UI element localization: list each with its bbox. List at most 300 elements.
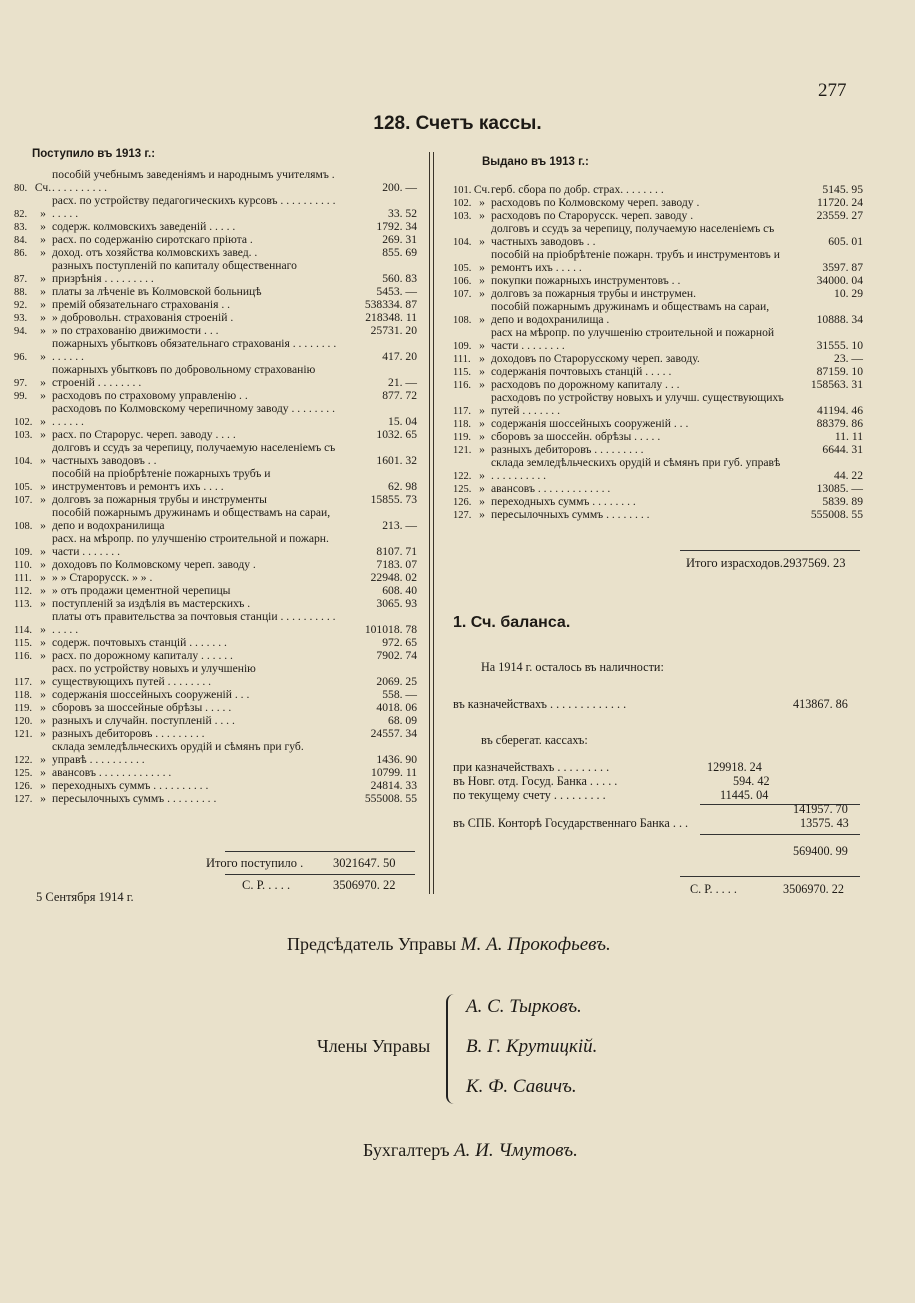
ledger-row — [14, 194, 417, 220]
row-number: 116. — [453, 380, 471, 391]
row-mark: » — [479, 209, 485, 222]
left-column-heading: Поступило въ 1913 г.: — [32, 148, 156, 160]
row-number: 125. — [453, 484, 472, 495]
row-number: 126. — [453, 497, 472, 508]
row-amount: 972. 65 — [382, 636, 417, 649]
chair-name: М. А. Прокофьевъ. — [460, 934, 611, 955]
row-description: разныхъ и случайн. поступленій . . . . — [52, 714, 235, 727]
row-mark: Сч. — [473, 183, 491, 196]
row-description: расходовъ по Старорусск. череп. заводу . — [491, 209, 694, 222]
row-number: 103. — [453, 211, 472, 222]
row-amount: 11. 11 — [834, 430, 863, 443]
ledger-row — [14, 636, 417, 649]
row-mark: » — [479, 313, 485, 326]
ledger-row — [14, 363, 417, 389]
row-mark: » — [479, 261, 485, 274]
member-1-name: А. С. Тырковъ. — [466, 996, 582, 1017]
balance-s2-value: 594. 42 — [733, 774, 770, 788]
ledger-row — [14, 740, 417, 766]
row-number: 106. — [453, 276, 472, 287]
row-description: содерж. колмовскихъ заведеній . . . . . — [52, 220, 236, 233]
ledger-row — [14, 337, 417, 363]
row-number: 84. — [14, 235, 28, 246]
row-mark: » — [40, 415, 46, 428]
balance-sum-label: С. Р. . . . . — [690, 882, 737, 896]
ledger-row — [14, 792, 417, 805]
row-number: 105. — [453, 263, 472, 274]
row-amount: 1032. 65 — [376, 428, 417, 441]
row-mark: » — [40, 519, 46, 532]
row-description: доходовъ по Старорусскому череп. заводу. — [491, 352, 700, 365]
balance-s3-label: по текущему счету . . . . . . . . . — [453, 788, 606, 802]
row-mark: » — [40, 753, 46, 766]
row-description: склада земледѣльческихъ орудій и сѣмянъ при губ. управѣ . . . . . . . . . . — [52, 740, 304, 766]
row-amount: 218348. 11 — [365, 311, 417, 324]
row-description: поступленій за издѣлія въ мастерскихъ . — [52, 597, 251, 610]
ledger-row — [453, 326, 863, 352]
row-description: склада земледѣльческихъ орудій и сѣмянъ при губ. управѣ . . . . . . . . . . — [491, 456, 781, 482]
expenses-list — [453, 183, 863, 521]
ledger-row — [14, 428, 417, 441]
ledger-row — [14, 402, 417, 428]
row-number: 80. — [14, 183, 28, 194]
ledger-row — [14, 311, 417, 324]
row-amount: 23. — — [834, 352, 863, 365]
ledger-row — [453, 365, 863, 378]
row-amount: 7183. 07 — [376, 558, 417, 571]
balance-s1-label: при казначействахъ . . . . . . . . . — [453, 760, 610, 774]
row-mark: » — [40, 623, 46, 636]
row-description: покупки пожарныхъ инструментовъ . . — [491, 274, 681, 287]
row-mark: » — [479, 495, 485, 508]
row-description: платы отъ правительства за почтовыя станціи . . . . . . . . . . . . . . . — [52, 610, 336, 636]
ledger-row — [453, 495, 863, 508]
row-amount: 15855. 73 — [370, 493, 417, 506]
row-description: платы за лѣченіе въ Колмовской больницѣ — [52, 285, 262, 298]
row-number: 121. — [453, 445, 472, 456]
row-description: содержанія шоссейныхъ сооруженій . . . — [491, 417, 689, 430]
row-number: 101. — [453, 185, 472, 196]
row-number: 86. — [14, 248, 28, 259]
row-description: » отъ продажи цементной черепицы — [52, 584, 231, 597]
row-amount: 608. 40 — [382, 584, 417, 597]
row-amount: 5145. 95 — [822, 183, 863, 196]
row-amount: 2069. 25 — [376, 675, 417, 688]
row-number: 104. — [14, 456, 33, 467]
row-amount: 24557. 34 — [370, 727, 417, 740]
row-number: 94. — [14, 326, 28, 337]
row-amount: 1436. 90 — [376, 753, 417, 766]
row-amount: 21. — — [388, 376, 417, 389]
row-amount: 7902. 74 — [376, 649, 417, 662]
ledger-row — [453, 352, 863, 365]
row-description: разныхъ дебиторовъ . . . . . . . . . — [52, 727, 205, 740]
row-description: расходовъ по Колмовскому черепичному заводу . . . . . . . . . . . . . . — [52, 402, 335, 428]
row-mark: » — [40, 571, 46, 584]
left-sum-label: С. Р. . . . . — [242, 878, 291, 892]
row-mark: » — [40, 480, 46, 493]
member-3 — [466, 1076, 577, 1098]
row-mark: » — [40, 207, 46, 220]
row-number: 109. — [14, 547, 33, 558]
row-amount: 33. 52 — [388, 207, 417, 220]
ledger-row — [14, 389, 417, 402]
row-number: 127. — [14, 794, 33, 805]
row-amount: 558. — — [382, 688, 417, 701]
row-description: пересылочныхъ суммъ . . . . . . . . — [491, 508, 650, 521]
row-mark: » — [40, 389, 46, 402]
row-number: 108. — [453, 315, 472, 326]
row-number: 120. — [14, 716, 33, 727]
row-mark: » — [40, 584, 46, 597]
ledger-row — [453, 417, 863, 430]
ledger-row — [453, 183, 863, 196]
balance-s3-value: 11445. 04 — [720, 788, 769, 802]
row-number: 96. — [14, 352, 28, 363]
row-number: 107. — [14, 495, 33, 506]
ledger-row — [453, 287, 863, 300]
row-number: 125. — [14, 768, 33, 779]
row-number: 112. — [14, 586, 32, 597]
row-number: 118. — [453, 419, 471, 430]
row-mark: » — [479, 287, 485, 300]
row-amount: 417. 20 — [382, 350, 417, 363]
balance-spb-value: 13575. 43 — [800, 816, 849, 830]
row-mark: » — [40, 727, 46, 740]
ledger-row — [453, 300, 863, 326]
row-description: пособій на пріобрѣтеніе пожарн. трубъ и инструментовъ и ремонтъ ихъ . . . . . — [491, 248, 780, 274]
row-description: расходовъ по устройству новыхъ и улучш. существующихъ путей . . . . . . . — [491, 391, 784, 417]
row-amount: 5453. — — [376, 285, 417, 298]
row-amount: 213. — — [382, 519, 417, 532]
ledger-row — [453, 391, 863, 417]
balance-s1-value: 129918. 24 — [707, 760, 762, 774]
row-amount: 269. 31 — [382, 233, 417, 246]
row-mark: » — [40, 376, 46, 389]
row-description: расх на мѣропр. по улучшенію строительной и пожарной части . . . . . . . . — [491, 326, 775, 352]
row-amount: 41194. 46 — [817, 404, 863, 417]
row-number: 115. — [453, 367, 471, 378]
row-number: 83. — [14, 222, 28, 233]
row-mark: » — [479, 339, 485, 352]
row-description: долговъ и ссудъ за черепицу, получаемую населеніемъ съ частныхъ заводовъ . . — [52, 441, 336, 467]
ledger-row — [453, 443, 863, 456]
row-mark: » — [40, 792, 46, 805]
row-number: 117. — [14, 677, 32, 688]
row-amount: 68. 09 — [388, 714, 417, 727]
ledger-row — [453, 430, 863, 443]
row-description: премій обязательнаго страхованія . . — [52, 298, 231, 311]
row-number: 87. — [14, 274, 28, 285]
row-mark: » — [479, 235, 485, 248]
ledger-row — [14, 610, 417, 636]
row-amount: 4018. 06 — [376, 701, 417, 714]
row-number: 104. — [453, 237, 472, 248]
row-description: расходовъ по Колмовскому череп. заводу . — [491, 196, 700, 209]
row-number: 82. — [14, 209, 28, 220]
row-description: пособій пожарнымъ дружинамъ и обществамъ на сараи, депо и водохранилища . — [491, 300, 770, 326]
row-description: пособій пожарнымъ дружинамъ и обществамъ на сараи, депо и водохранилища — [52, 506, 331, 532]
member-3-name: К. Ф. Савичъ. — [466, 1076, 577, 1097]
ledger-row — [14, 571, 417, 584]
row-amount: 1792. 34 — [376, 220, 417, 233]
row-description: расх. по устройству новыхъ и улучшенію существующихъ путей . . . . . . . . — [52, 662, 256, 688]
row-number: 122. — [14, 755, 33, 766]
row-mark: » — [479, 196, 485, 209]
row-mark: » — [479, 417, 485, 430]
row-number: 102. — [453, 198, 472, 209]
row-amount: 24814. 33 — [370, 779, 417, 792]
row-mark: » — [479, 508, 485, 521]
row-amount: 10. 29 — [834, 287, 863, 300]
left-total-label: Итого поступило . — [206, 856, 304, 870]
row-description: расх. по содержанію сиротскаго пріюта . — [52, 233, 253, 246]
row-description: сборовъ за шоссейн. обрѣзы . . . . . — [491, 430, 661, 443]
row-description: пособій учебнымъ заведеніямъ и народнымъ учителямъ . . . . . . . . . . . — [52, 168, 335, 194]
right-total-label: Итого израсходов. . — [686, 556, 790, 570]
document-date: 5 Сентября 1914 г. — [36, 890, 134, 904]
row-number: 102. — [14, 417, 33, 428]
row-number: 103. — [14, 430, 33, 441]
row-mark: » — [40, 285, 46, 298]
ledger-row — [14, 779, 417, 792]
row-amount: 200. — — [382, 181, 417, 194]
row-description: содерж. почтовыхъ станцій . . . . . . . — [52, 636, 227, 649]
row-amount: 555008. 55 — [810, 508, 863, 521]
row-number: 119. — [14, 703, 32, 714]
row-number: 122. — [453, 471, 472, 482]
row-number: 113. — [14, 599, 32, 610]
row-description: сборовъ за шоссейные обрѣзы . . . . . — [52, 701, 232, 714]
row-amount: 44. 22 — [834, 469, 863, 482]
right-total-rule — [680, 550, 860, 551]
row-mark: » — [479, 482, 485, 495]
row-description: пересылочныхъ суммъ . . . . . . . . . — [52, 792, 217, 805]
row-amount: 1601. 32 — [376, 454, 417, 467]
ledger-row — [14, 584, 417, 597]
ledger-row — [453, 248, 863, 274]
row-mark: » — [40, 558, 46, 571]
row-description: содержанія почтовыхъ станцій . . . . . — [491, 365, 672, 378]
row-mark: » — [479, 378, 485, 391]
row-amount: 62. 98 — [388, 480, 417, 493]
right-column-heading: Выдано въ 1913 г.: — [482, 156, 589, 168]
row-amount: 5839. 89 — [822, 495, 863, 508]
row-amount: 88379. 86 — [816, 417, 863, 430]
row-description: переходныхъ суммъ . . . . . . . . . . — [52, 779, 209, 792]
ledger-row — [14, 662, 417, 688]
members-role: Члены Управы — [317, 1036, 431, 1056]
left-total-value: 3021647. 50 — [333, 856, 396, 870]
ledger-row — [453, 508, 863, 521]
row-description: расходовъ по страховому управленію . . — [52, 389, 248, 402]
left-sum-rule — [225, 874, 415, 875]
row-number: 107. — [453, 289, 472, 300]
row-mark: » — [479, 352, 485, 365]
accountant-signature — [363, 1140, 578, 1162]
row-amount: 22948. 02 — [370, 571, 417, 584]
row-amount: 8107. 71 — [376, 545, 417, 558]
row-description: » » Старорусск. » » . — [52, 571, 153, 584]
accountant-role: Бухгалтеръ — [363, 1140, 450, 1160]
row-mark: » — [40, 220, 46, 233]
row-description: расх. на мѣропр. по улучшенію строительной и пожарн. части . . . . . . . — [52, 532, 329, 558]
row-amount: 15. 04 — [388, 415, 417, 428]
member-2-name: В. Г. Крутицкій. — [466, 1036, 598, 1057]
row-description: » по страхованію движимости . . . — [52, 324, 219, 337]
ledger-row — [14, 298, 417, 311]
balance-s2-label: въ Новг. отд. Госуд. Банка . . . . . — [453, 774, 618, 788]
ledger-row — [453, 274, 863, 287]
row-description: пособій на пріобрѣтеніе пожарныхъ трубъ и инструментовъ и ремонтъ ихъ . . . . — [52, 467, 271, 493]
row-amount: 3597. 87 — [822, 261, 863, 274]
row-description: пожарныхъ убытковъ по добровольному страхованію строеній . . . . . . . . — [52, 363, 316, 389]
row-number: 118. — [14, 690, 32, 701]
row-amount: 3065. 93 — [376, 597, 417, 610]
row-description: переходныхъ суммъ . . . . . . . . — [491, 495, 636, 508]
row-number: 92. — [14, 300, 28, 311]
row-mark: » — [40, 675, 46, 688]
ledger-row — [14, 493, 417, 506]
row-amount: 877. 72 — [382, 389, 417, 402]
row-amount: 555008. 55 — [364, 792, 417, 805]
ledger-row — [14, 285, 417, 298]
ledger-row — [14, 558, 417, 571]
balance-sum-value: 3506970. 22 — [783, 882, 844, 896]
row-number: 111. — [453, 354, 471, 365]
row-number: 110. — [14, 560, 32, 571]
ledger-row — [453, 456, 863, 482]
balance-treasury-label: въ казначействахъ . . . . . . . . . . . . . — [453, 697, 627, 711]
row-description: герб. сбора по добр. страх. . . . . . . . — [491, 183, 664, 196]
ledger-row — [14, 259, 417, 285]
row-mark: » — [40, 493, 46, 506]
balance-spb-label: въ СПБ. Конторѣ Государственнаго Банка . . . — [453, 816, 689, 830]
row-amount: 25731. 20 — [370, 324, 417, 337]
row-amount: 560. 83 — [382, 272, 417, 285]
column-divider — [429, 152, 434, 894]
row-mark: » — [40, 766, 46, 779]
ledger-row — [453, 209, 863, 222]
ledger-row — [14, 597, 417, 610]
row-amount: 855. 69 — [382, 246, 417, 259]
row-mark: » — [40, 454, 46, 467]
row-number: 119. — [453, 432, 471, 443]
ledger-row — [14, 324, 417, 337]
row-description: разныхъ дебиторовъ . . . . . . . . . — [491, 443, 644, 456]
row-description: расходовъ по дорожному капиталу . . . — [491, 378, 680, 391]
row-number: 105. — [14, 482, 33, 493]
row-amount: 11720. 24 — [817, 196, 863, 209]
row-amount: 13085. — — [816, 482, 863, 495]
balance-savings-label: въ сберегат. кассахъ: — [481, 733, 588, 747]
accountant-name: А. И. Чмутовъ. — [454, 1140, 578, 1161]
row-number: 99. — [14, 391, 28, 402]
row-mark: » — [40, 636, 46, 649]
row-number: 109. — [453, 341, 472, 352]
row-description: расх. по устройству педагогическихъ курсовъ . . . . . . . . . . . . . . . — [52, 194, 336, 220]
ledger-row — [14, 532, 417, 558]
row-description: » добровольн. страхованія строеній . — [52, 311, 234, 324]
row-number: 93. — [14, 313, 28, 324]
balance-intro: На 1914 г. осталось въ наличности: — [481, 660, 664, 674]
row-number: 111. — [14, 573, 32, 584]
row-description: доходовъ по Колмовскому череп. заводу . — [52, 558, 256, 571]
ledger-row — [14, 766, 417, 779]
row-mark: » — [40, 233, 46, 246]
row-mark: » — [479, 274, 485, 287]
row-mark: » — [40, 311, 46, 324]
row-mark: » — [40, 649, 46, 662]
row-amount: 23559. 27 — [816, 209, 863, 222]
row-number: 97. — [14, 378, 28, 389]
ledger-row — [14, 441, 417, 467]
row-mark: » — [40, 324, 46, 337]
row-mark: » — [40, 246, 46, 259]
member-1 — [466, 996, 582, 1018]
row-amount: 10888. 34 — [816, 313, 863, 326]
row-number: 115. — [14, 638, 32, 649]
row-description: пожарныхъ убытковъ обязательнаго страхованія . . . . . . . . . . . . . . — [52, 337, 337, 363]
row-amount: 605. 01 — [828, 235, 863, 248]
balance-sum-rule — [680, 876, 860, 877]
row-mark: » — [479, 404, 485, 417]
ledger-row — [14, 168, 417, 194]
row-description: расх. по дорожному капиталу . . . . . . — [52, 649, 233, 662]
row-number: 126. — [14, 781, 33, 792]
ledger-row — [453, 482, 863, 495]
members-brace — [446, 994, 458, 1104]
row-description: доход. отъ хозяйства колмовскихъ завед. . — [52, 246, 258, 259]
row-number: 117. — [453, 406, 471, 417]
row-description: разныхъ поступленій по капиталу общественнаго призрѣнія . . . . . . . . . — [52, 259, 297, 285]
page-title: 128. Счетъ кассы. — [373, 113, 542, 134]
ledger-row — [14, 714, 417, 727]
row-mark: » — [40, 428, 46, 441]
row-amount: 31555. 10 — [816, 339, 863, 352]
right-total-value: 2937569. 23 — [783, 556, 846, 570]
row-mark: » — [40, 714, 46, 727]
ledger-row — [14, 649, 417, 662]
page-number: 277 — [818, 80, 847, 101]
row-number: 88. — [14, 287, 28, 298]
balance-grand-value: 569400. 99 — [793, 844, 848, 858]
row-amount: 34000. 04 — [816, 274, 863, 287]
ledger-row — [14, 727, 417, 740]
ledger-row — [14, 506, 417, 532]
ledger-row — [14, 701, 417, 714]
chair-signature — [287, 934, 611, 956]
ledger-row — [14, 220, 417, 233]
row-mark: » — [479, 365, 485, 378]
ledger-row — [14, 467, 417, 493]
balance-grand-rule — [700, 834, 860, 835]
ledger-row — [14, 688, 417, 701]
row-amount: 538334. 87 — [364, 298, 417, 311]
member-2 — [466, 1036, 597, 1058]
receipts-list — [14, 168, 417, 805]
ledger-row — [453, 378, 863, 391]
balance-savings-total: 141957. 70 — [793, 802, 848, 816]
left-sum-value: 3506970. 22 — [333, 878, 396, 892]
row-mark: » — [40, 298, 46, 311]
ledger-row — [14, 233, 417, 246]
balance-treasury-value: 413867. 86 — [793, 697, 848, 711]
chair-role: Предсѣдатель Управы — [287, 934, 457, 954]
row-description: авансовъ . . . . . . . . . . . . . — [491, 482, 611, 495]
balance-title: 1. Сч. баланса. — [453, 614, 571, 631]
row-number: 114. — [14, 625, 32, 636]
